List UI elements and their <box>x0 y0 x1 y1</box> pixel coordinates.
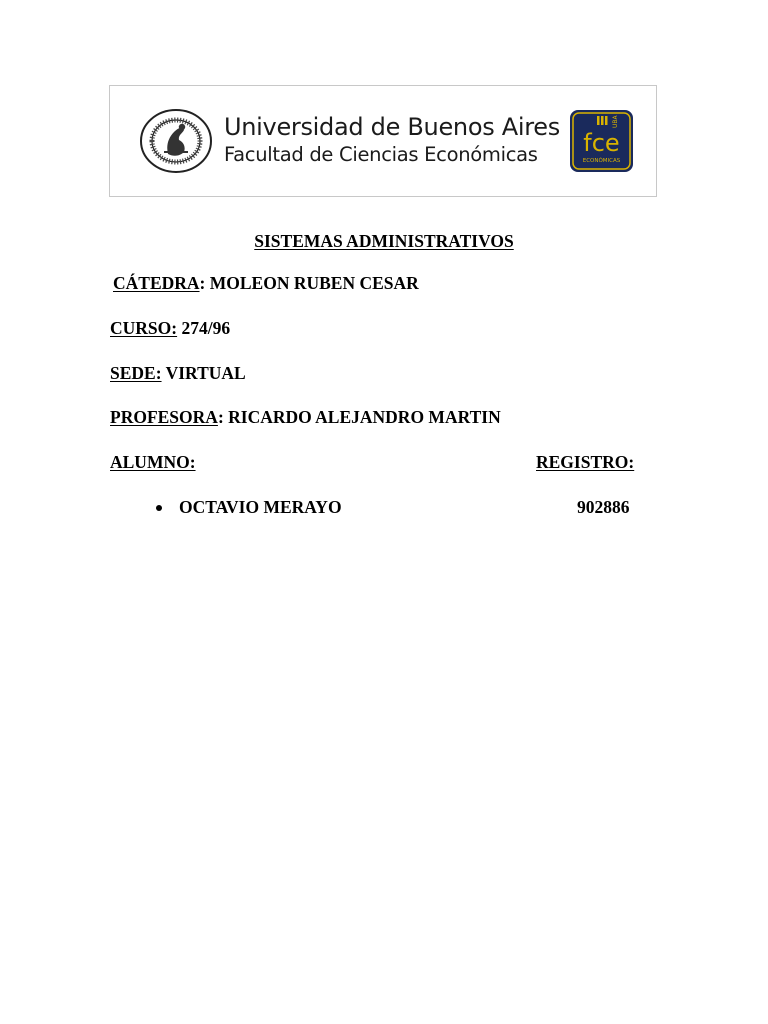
fce-logo-text: fce <box>583 129 620 157</box>
alumno-header: ALUMNO: <box>110 452 196 472</box>
sede-line <box>110 362 246 384</box>
profesora-label: PROFESORA <box>110 407 218 427</box>
catedra-value: : MOLEON RUBEN CESAR <box>199 273 419 293</box>
document-title <box>0 230 768 252</box>
university-name: Universidad de Buenos Aires <box>224 113 560 141</box>
bullet-icon <box>156 505 162 511</box>
registro-header: REGISTRO: <box>536 452 635 472</box>
student-name: OCTAVIO MERAYO <box>179 497 342 517</box>
fce-logo-uba: UBA <box>612 115 619 128</box>
profesora-line <box>110 406 501 428</box>
document-title-text: SISTEMAS ADMINISTRATIVOS <box>254 231 514 251</box>
catedra-label: CÁTEDRA <box>113 273 200 293</box>
fce-logo <box>570 110 633 172</box>
profesora-value: : RICARDO ALEJANDRO MARTIN <box>217 407 501 427</box>
curso-label: CURSO: <box>110 318 178 338</box>
sede-value: VIRTUAL <box>161 363 246 383</box>
university-seal-icon <box>138 108 214 174</box>
university-name-block <box>224 112 560 168</box>
header-banner <box>109 85 657 197</box>
faculty-name: Facultad de Ciencias Económicas <box>224 143 538 166</box>
catedra-line <box>113 272 419 294</box>
sede-label: SEDE: <box>110 363 162 383</box>
curso-line <box>110 317 230 339</box>
fce-logo-caption: ECONÓMICAS <box>582 158 621 164</box>
student-registro: 902886 <box>577 497 630 517</box>
curso-value: 274/96 <box>177 318 231 338</box>
